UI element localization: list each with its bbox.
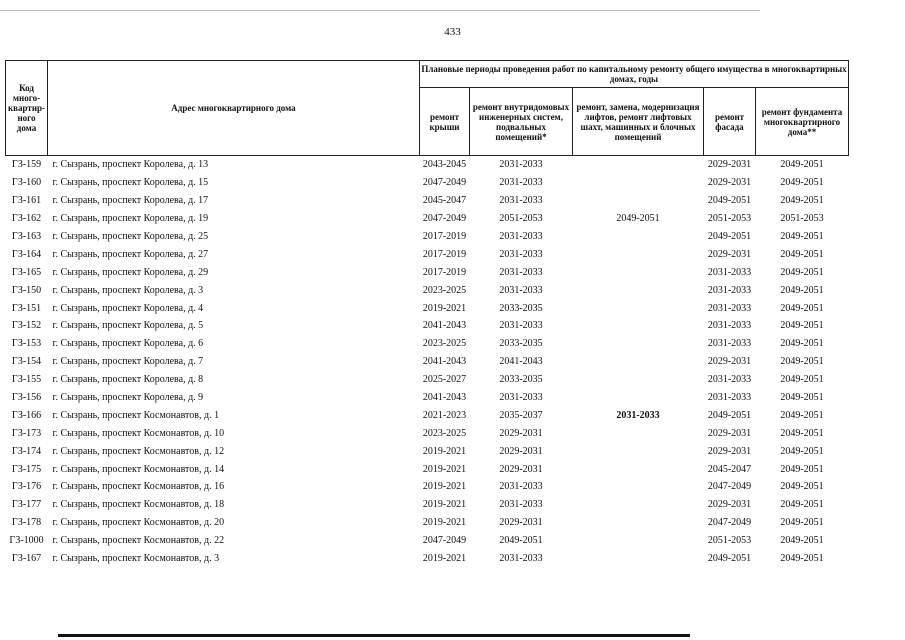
- cell-foundation: 2049-2051: [780, 320, 824, 332]
- cell-address: г. Сызрань, проспект Королева, д. 29: [52, 266, 209, 278]
- cell-foundation: 2049-2051: [780, 159, 824, 171]
- cell-code: ГЗ-167: [11, 553, 42, 565]
- cell-roof: 2025-2027: [422, 374, 467, 386]
- cell-roof: 2041-2043: [422, 392, 467, 404]
- header-elevators: ремонт, замена, модернизация лифтов, ремонт лифтовых шахт, машинных и блочных помещений: [573, 88, 704, 156]
- cell-code: ГЗ-154: [11, 356, 42, 368]
- cell-address: г. Сызрань, проспект Космонавтов, д. 20: [52, 517, 225, 529]
- cell-address: г. Сызрань, проспект Космонавтов, д. 3: [52, 553, 220, 565]
- cell-foundation: 2049-2051: [780, 409, 824, 421]
- cell-facade: 2031-2033: [707, 302, 752, 314]
- cell-engineering: 2041-2043: [499, 356, 543, 368]
- cell-code: ГЗ-176: [11, 481, 42, 493]
- header-group: Плановые периоды проведения работ по капитальному ремонту общего имущества в многоквартирных домах, годы: [420, 61, 849, 88]
- header-engineering: ремонт внутридомовых инженерных систем, подвальных помещений*: [470, 88, 573, 156]
- cell-engineering: 2049-2051: [499, 535, 543, 547]
- table-row: [6, 371, 849, 389]
- cell-address: г. Сызрань, проспект Королева, д. 13: [52, 159, 209, 171]
- cell-elevators: [573, 442, 704, 460]
- cell-facade: 2049-2051: [707, 409, 752, 421]
- cell-foundation: 2049-2051: [780, 392, 824, 404]
- cell-code: ГЗ-165: [11, 266, 42, 278]
- cell-address: г. Сызрань, проспект Космонавтов, д. 1: [52, 409, 220, 421]
- table-row: [6, 335, 849, 353]
- table-row: [6, 192, 849, 210]
- cell-engineering: 2029-2031: [499, 517, 543, 529]
- cell-engineering: 2031-2033: [499, 284, 543, 296]
- cell-facade: 2029-2031: [707, 159, 752, 171]
- cell-address: г. Сызрань, проспект Королева, д. 4: [52, 302, 204, 314]
- cell-facade: 2047-2049: [707, 481, 752, 493]
- cell-foundation: 2049-2051: [780, 553, 824, 565]
- cell-address: г. Сызрань, проспект Космонавтов, д. 10: [52, 427, 225, 439]
- table-row: [6, 406, 849, 424]
- cell-roof: 2041-2043: [422, 320, 467, 332]
- cell-elevators: [573, 317, 704, 335]
- cell-code: ГЗ-159: [11, 159, 42, 171]
- cell-elevators: [573, 299, 704, 317]
- cell-elevators: [573, 460, 704, 478]
- cell-engineering: 2031-2033: [499, 266, 543, 278]
- cell-engineering: 2031-2033: [499, 159, 543, 171]
- cell-elevators: 2049-2051: [616, 213, 660, 225]
- cell-foundation: 2049-2051: [780, 463, 824, 475]
- header-code: Код много-квартир-ного дома: [6, 61, 48, 156]
- cell-engineering: 2031-2033: [499, 392, 543, 404]
- table-row: [6, 317, 849, 335]
- cell-roof: 2023-2025: [422, 338, 467, 350]
- cell-address: г. Сызрань, проспект Королева, д. 5: [52, 320, 204, 332]
- cell-address: г. Сызрань, проспект Космонавтов, д. 12: [52, 445, 225, 457]
- table-row: [6, 389, 849, 407]
- cell-code: ГЗ-163: [11, 231, 42, 242]
- cell-engineering: 2033-2035: [499, 374, 543, 386]
- cell-engineering: 2031-2033: [499, 248, 543, 260]
- cell-engineering: 2051-2053: [499, 213, 543, 225]
- cell-elevators: [573, 550, 704, 568]
- cell-foundation: 2049-2051: [780, 481, 824, 493]
- cell-address: г. Сызрань, проспект Космонавтов, д. 14: [52, 463, 225, 475]
- cell-roof: 2019-2021: [422, 302, 467, 314]
- cell-roof: 2023-2025: [422, 427, 467, 439]
- cell-address: г. Сызрань, проспект Королева, д. 9: [52, 392, 204, 404]
- cell-roof: 2019-2021: [422, 463, 467, 475]
- cell-code: ГЗ-174: [11, 445, 42, 457]
- cell-facade: 2031-2033: [707, 338, 752, 350]
- cell-engineering: 2029-2031: [499, 427, 543, 439]
- cell-engineering: 2029-2031: [499, 463, 543, 475]
- cell-address: г. Сызрань, проспект Королева, д. 6: [52, 338, 204, 350]
- cell-roof: 2019-2021: [422, 517, 467, 529]
- cell-engineering: 2029-2031: [499, 445, 543, 457]
- cell-address: г. Сызрань, проспект Космонавтов, д. 18: [52, 499, 225, 511]
- cell-engineering: 2033-2035: [499, 338, 543, 350]
- cell-foundation: 2049-2051: [780, 517, 824, 529]
- cell-elevators: 2031-2033: [616, 409, 660, 421]
- cell-elevators: [573, 478, 704, 496]
- cell-address: г. Сызрань, проспект Королева, д. 25: [52, 231, 209, 242]
- cell-roof: 2047-2049: [422, 535, 467, 547]
- cell-roof: 2019-2021: [422, 445, 467, 457]
- cell-engineering: 2035-2037: [499, 409, 543, 421]
- cell-foundation: 2049-2051: [780, 266, 824, 278]
- cell-address: г. Сызрань, проспект Королева, д. 8: [52, 374, 204, 386]
- cell-code: ГЗ-1000: [9, 535, 44, 547]
- cell-foundation: 2049-2051: [780, 445, 824, 457]
- table-row: [6, 156, 849, 174]
- table-row: [6, 496, 849, 514]
- cell-elevators: [573, 263, 704, 281]
- cell-foundation: 2049-2051: [780, 535, 824, 547]
- cell-address: г. Сызрань, проспект Королева, д. 15: [52, 177, 209, 189]
- cell-facade: 2031-2033: [707, 320, 752, 332]
- table-row: [6, 353, 849, 371]
- cell-facade: 2029-2031: [707, 177, 752, 189]
- cell-foundation: 2049-2051: [780, 231, 824, 242]
- cell-code: ГЗ-151: [11, 302, 42, 314]
- cell-code: ГЗ-161: [11, 195, 42, 207]
- cell-elevators: [573, 371, 704, 389]
- cell-roof: 2047-2049: [422, 213, 467, 225]
- cell-facade: 2029-2031: [707, 248, 752, 260]
- cell-roof: 2019-2021: [422, 481, 467, 493]
- header-address: Адрес многоквартирного дома: [48, 61, 420, 156]
- cell-foundation: 2049-2051: [780, 338, 824, 350]
- cell-code: ГЗ-166: [11, 409, 42, 421]
- cell-foundation: 2049-2051: [780, 302, 824, 314]
- cell-foundation: 2049-2051: [780, 499, 824, 511]
- cell-foundation: 2049-2051: [780, 177, 824, 189]
- cell-address: г. Сызрань, проспект Космонавтов, д. 16: [52, 481, 225, 493]
- cell-roof: 2019-2021: [422, 553, 467, 565]
- cell-foundation: 2049-2051: [780, 427, 824, 439]
- cell-elevators: [573, 156, 704, 174]
- cell-facade: 2031-2033: [707, 266, 752, 278]
- cell-roof: 2041-2043: [422, 356, 467, 368]
- cell-foundation: 2049-2051: [780, 374, 824, 386]
- cell-address: г. Сызрань, проспект Королева, д. 27: [52, 248, 209, 260]
- top-rule: [0, 10, 760, 11]
- cell-foundation: 2049-2051: [780, 195, 824, 207]
- cell-facade: 2049-2051: [707, 231, 752, 242]
- cell-facade: 2031-2033: [707, 392, 752, 404]
- cell-code: ГЗ-153: [11, 338, 42, 350]
- table-row: [6, 478, 849, 496]
- cell-engineering: 2031-2033: [499, 553, 543, 565]
- table-row: [6, 281, 849, 299]
- cell-roof: 2021-2023: [422, 409, 467, 421]
- cell-elevators: [573, 514, 704, 532]
- page-number: 433: [444, 26, 461, 38]
- header-foundation: ремонт фундамента многоквартирного дома**: [756, 88, 849, 156]
- table-row: [6, 424, 849, 442]
- cell-elevators: [573, 496, 704, 514]
- cell-elevators: [573, 353, 704, 371]
- cell-facade: 2029-2031: [707, 499, 752, 511]
- cell-code: ГЗ-155: [11, 374, 42, 386]
- cell-facade: 2031-2033: [707, 284, 752, 296]
- table-row: [6, 245, 849, 263]
- cell-address: г. Сызрань, проспект Королева, д. 3: [52, 284, 204, 296]
- table-row: [6, 514, 849, 532]
- cell-facade: 2045-2047: [707, 463, 752, 475]
- cell-roof: 2023-2025: [422, 284, 467, 296]
- cell-engineering: 2031-2033: [499, 231, 543, 242]
- cell-engineering: 2031-2033: [499, 481, 543, 493]
- table-row: [6, 210, 849, 228]
- bottom-rule: [58, 634, 690, 637]
- cell-foundation: 2049-2051: [780, 248, 824, 260]
- cell-address: г. Сызрань, проспект Королева, д. 19: [52, 213, 209, 225]
- cell-code: ГЗ-152: [11, 320, 42, 332]
- cell-elevators: [573, 281, 704, 299]
- cell-address: г. Сызрань, проспект Королева, д. 7: [52, 356, 204, 368]
- table-row: [6, 550, 849, 568]
- table-row: [6, 532, 849, 550]
- table-row: [6, 299, 849, 317]
- cell-elevators: [573, 532, 704, 550]
- cell-engineering: 2031-2033: [499, 195, 543, 207]
- cell-code: ГЗ-162: [11, 213, 42, 225]
- cell-roof: 2017-2019: [422, 248, 467, 260]
- cell-elevators: [573, 245, 704, 263]
- cell-facade: 2029-2031: [707, 427, 752, 439]
- cell-elevators: [573, 228, 704, 246]
- cell-code: ГЗ-150: [11, 284, 42, 296]
- cell-address: г. Сызрань, проспект Космонавтов, д. 22: [52, 535, 225, 547]
- cell-engineering: 2031-2033: [499, 177, 543, 189]
- header-roof: ремонт крыши: [420, 88, 470, 156]
- cell-roof: 2019-2021: [422, 499, 467, 511]
- cell-foundation: 2049-2051: [780, 284, 824, 296]
- cell-code: ГЗ-175: [11, 463, 42, 475]
- cell-facade: 2031-2033: [707, 374, 752, 386]
- cell-engineering: 2031-2033: [499, 499, 543, 511]
- cell-foundation: 2051-2053: [780, 213, 824, 225]
- cell-elevators: [573, 174, 704, 192]
- capital-repair-table: [5, 60, 849, 567]
- cell-facade: 2029-2031: [707, 445, 752, 457]
- cell-roof: 2047-2049: [422, 177, 467, 189]
- cell-code: ГЗ-160: [11, 177, 42, 189]
- table-row: [6, 228, 849, 246]
- cell-roof: 2017-2019: [422, 266, 467, 278]
- table-row: [6, 442, 849, 460]
- cell-elevators: [573, 192, 704, 210]
- cell-foundation: 2049-2051: [780, 356, 824, 368]
- table-body: [6, 156, 849, 568]
- table-row: [6, 263, 849, 281]
- cell-elevators: [573, 424, 704, 442]
- cell-roof: 2017-2019: [422, 231, 467, 242]
- table-row: [6, 460, 849, 478]
- cell-facade: 2047-2049: [707, 517, 752, 529]
- cell-code: ГЗ-156: [11, 392, 42, 404]
- cell-engineering: 2031-2033: [499, 320, 543, 332]
- cell-facade: 2051-2053: [707, 213, 752, 225]
- cell-elevators: [573, 335, 704, 353]
- cell-elevators: [573, 389, 704, 407]
- cell-facade: 2049-2051: [707, 553, 752, 565]
- cell-facade: 2029-2031: [707, 356, 752, 368]
- cell-facade: 2051-2053: [707, 535, 752, 547]
- header-facade: ремонт фасада: [704, 88, 756, 156]
- cell-engineering: 2033-2035: [499, 302, 543, 314]
- cell-address: г. Сызрань, проспект Королева, д. 17: [52, 195, 209, 207]
- cell-code: ГЗ-164: [11, 248, 42, 260]
- cell-code: ГЗ-177: [11, 499, 42, 511]
- cell-roof: 2045-2047: [422, 195, 467, 207]
- cell-roof: 2043-2045: [422, 159, 467, 171]
- cell-code: ГЗ-178: [11, 517, 42, 529]
- cell-code: ГЗ-173: [11, 427, 42, 439]
- cell-facade: 2049-2051: [707, 195, 752, 207]
- table-row: [6, 174, 849, 192]
